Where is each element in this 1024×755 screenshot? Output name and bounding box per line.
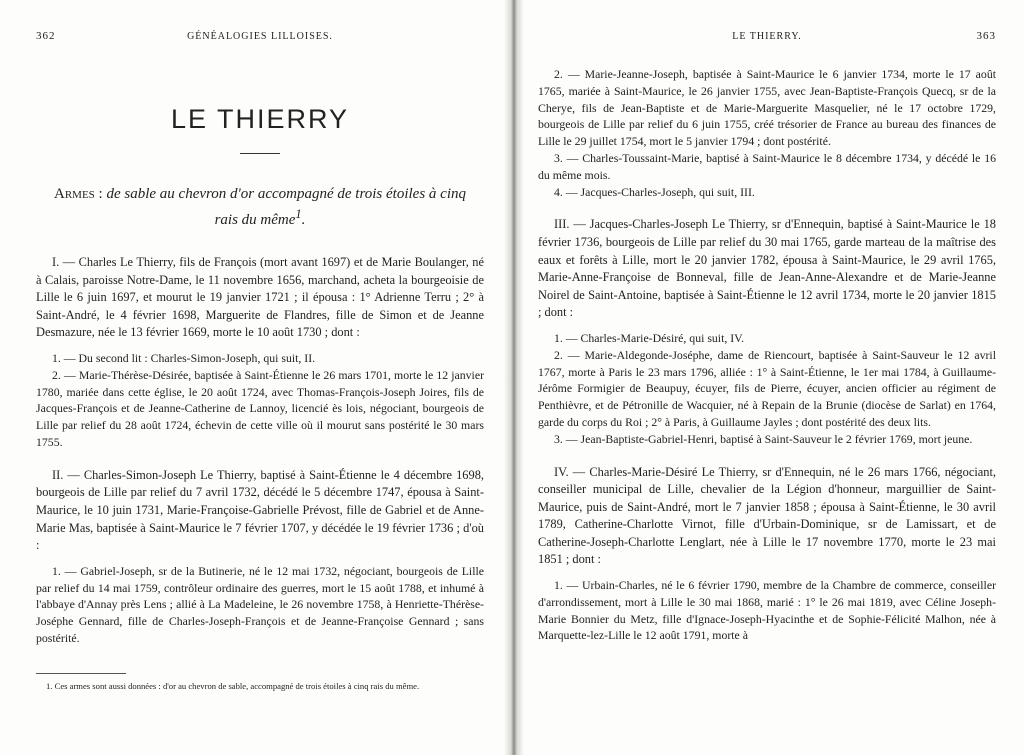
footnote-rule bbox=[36, 673, 126, 674]
footnote: 1. Ces armes sont aussi données : d'or au chevron de sable, accompagné de trois étoiles à cinq rais du même. bbox=[46, 680, 420, 691]
arms-blazon: Armes : de sable au chevron d'or accompagné de trois étoiles à cinq rais du même$^1$. bbox=[54, 186, 466, 228]
generation-i: I. — Charles Le Thierry, fils de François (mort avant 1697) et de Marie Boulanger, né à Calais, paroisse Notre-Dame, le 11 novembre 1656, marchand, acheta la bourgeoisie de Lille le 6 juin 1697, et mourut le 19 janvier 1721 ; il épousa : 1° Adrienne Terru ; 2° à Saint-André, le 4 février 1698, Marguerite de Flandres, fille de Simon et de Jeanne Desmazure, née le 13 février 1669, morte le 10 août 1730 ; dont : bbox=[36, 255, 484, 340]
generation-ii: II. — Charles-Simon-Joseph Le Thierry, baptisé à Saint-Étienne le 4 décembre 1698, bourgeois de Lille par relief du 7 avril 1732, décédé le 5 décembre 1747, épousa à Saint-Maurice, le 10 juin 1731, Marie-Françoise-Gabrielle Prévost, fille de Gabriel et de Anne-Marie Mas, baptisée à Saint-Maurice le 7 février 1707, y décédée le 19 février 1736 ; d'où : bbox=[36, 467, 484, 553]
generation-iii: III. — Jacques-Charles-Joseph Le Thierry, sr d'Ennequin, baptisé à Saint-Maurice le 18 février 1736, bourgeois de Lille par relief du 30 mai 1765, garde marteau de la maîtrise des eaux et forêts à Lille, mort le 20 janvier 1782, épousa à Saint-Maurice, le 29 avril 1765, Marie-Anne-Françoise de Bonneval, fille de Jean-Anne-Alexandre et de Marie-Jeanne Noirel de Saint-Antoine, baptisée à Saint-Étienne le 12 avril 1734, morte le 20 janvier 1815 ; dont : bbox=[538, 217, 996, 320]
child-entry: 2. — Marie-Aldegonde-Joséphe, dame de Riencourt, baptisée à Saint-Sauveur le 12 avril 1767, morte à Paris le 23 mars 1796, alliée : 1° à Saint-Étienne, le 1er mai 1784, à Guillaume-Jérôme Formigier de Beaupuy, écuyer, fils de Pierre, écuyer, ancien officier au régiment de Penthièvre, et de Pétronille de Wacquier, né à Repain de la Brunie (diocèse de Sarlat) en 1764, garde du corps du Roi ; 2° à Paris, à Guillaume Jayles ; dont postérité des deux lits. bbox=[538, 347, 996, 429]
right-running-head bbox=[538, 30, 996, 50]
child-entry: 4. — Jacques-Charles-Joseph, qui suit, III. bbox=[554, 184, 755, 199]
child-entry: 3. — Charles-Toussaint-Marie, baptisé à Saint-Maurice le 8 décembre 1734, y décédé le 16 du même mois. bbox=[538, 150, 996, 182]
right-page-number: 363 bbox=[976, 30, 996, 42]
child-entry: 1. — Du second lit : Charles-Simon-Joseph, qui suit, II. bbox=[52, 350, 316, 365]
arms-lead: Armes : bbox=[54, 186, 103, 202]
left-page-number: 362 bbox=[36, 30, 56, 42]
child-entry: 1. — Charles-Marie-Désiré, qui suit, IV. bbox=[554, 330, 745, 345]
right-page bbox=[522, 0, 1024, 755]
chapter-title: LE THIERRY bbox=[170, 104, 350, 134]
arms-text: de sable au chevron d'or accompagné de trois étoiles à cinq rais du même bbox=[106, 186, 466, 228]
title-rule bbox=[240, 153, 280, 154]
generation-iv: IV. — Charles-Marie-Désiré Le Thierry, sr d'Ennequin, né le 26 mars 1766, négociant, conseiller municipal de Lille, chevalier de la Légion d'honneur, marguillier de Saint-Maurice, puis de Saint-André, mort le 7 janvier 1858 ; épousa à Saint-Étienne, le 30 avril 1789, Catherine-Charlotte Virnot, fille d'Urbain-Dominique, sr de Lamissart, et de Catherine-Joseph-Charlotte Lenglart, née à Lille le 17 novembre 1770, morte le 23 mai 1851 ; dont : bbox=[538, 464, 996, 567]
left-page bbox=[0, 0, 506, 755]
book-gutter bbox=[504, 0, 524, 755]
left-running-title: GÉNÉALOGIES LILLOISES. bbox=[187, 31, 333, 42]
left-running-head bbox=[36, 30, 484, 50]
child-entry: 2. — Marie-Thérèse-Désirée, baptisée à Saint-Étienne le 26 mars 1701, morte le 12 janvier 1780, mariée dans cette église, le 20 août 1724, avec Thomas-François-Joseph Joires, fils de Jacques-François et de Jeanne-Catherine de Lannoy, licencié ès lois, négociant, bourgeois de Lille par relief du 28 août 1724, échevin de cette ville où il mourut sans postérité le 30 mars 1755. bbox=[36, 367, 484, 449]
child-entry: 2. — Marie-Jeanne-Joseph, baptisée à Saint-Maurice le 6 janvier 1734, morte le 17 août 1765, mariée à Saint-Maurice, le 26 janvier 1755, avec Jean-Baptiste-François Quecq, sr de la Cherye, fils de Jean-Baptiste et de Marie-Marguerite Masquelier, né le 17 octobre 1729, bourgeois de Lille par relief du 6 juin 1755, créé trésorier de France au bureau des finances de Lille le 29 juillet 1754, mort le 5 janvier 1794 ; dont postérité. bbox=[538, 67, 996, 149]
child-entry: 1. — Urbain-Charles, né le 6 février 1790, membre de la Chambre de commerce, conseiller d'arrondissement, mort à Lille le 30 mai 1868, marié : 1° le 26 mai 1819, avec Céline Joseph-Marie Bonnier du Metz, fille d'Ignace-Joseph-Hyacinthe et de Sophie-Félicité Malhon, née à Marquette-lez-Lille le 12 août 1791, morte à bbox=[538, 578, 996, 643]
child-entry: 3. — Jean-Baptiste-Gabriel-Henri, baptisé à Saint-Sauveur le 2 février 1769, mort jeune. bbox=[554, 431, 973, 446]
child-entry: 1. — Gabriel-Joseph, sr de la Butinerie, né le 12 mai 1732, négociant, bourgeois de Lille par relief du 14 mai 1759, contrôleur ordinaire des guerres, mort le 15 août 1788, et inhumé à l'abbaye d'Annay près Lens ; allié à La Madeleine, le 26 novembre 1758, à Henriette-Thérèse-Joséphe Gennard, fille de Charles-Joseph-François et de Jeanne-Françoise Gennard ; sans postérité. bbox=[36, 563, 484, 645]
right-running-title: LE THIERRY. bbox=[732, 31, 802, 42]
